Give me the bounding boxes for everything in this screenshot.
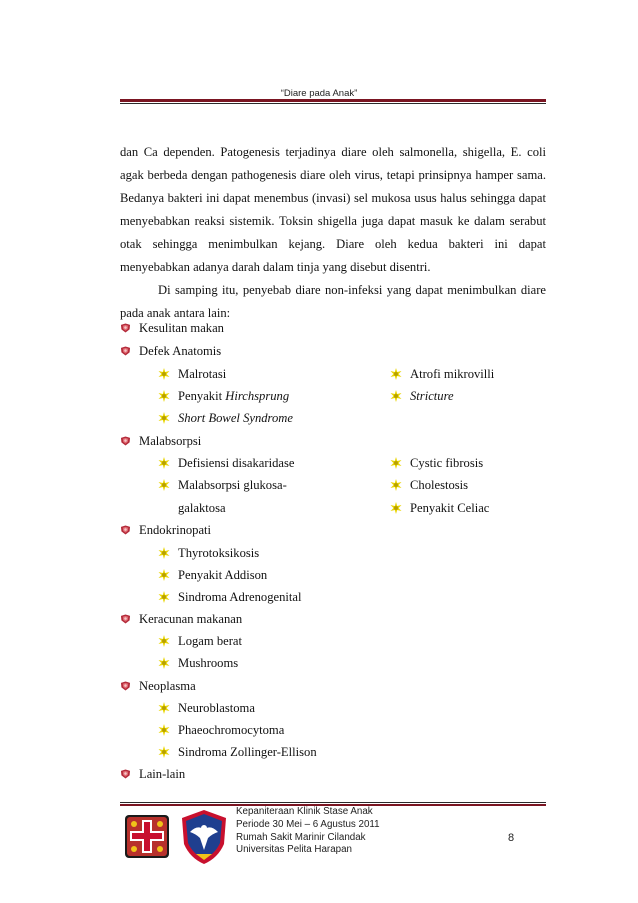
sunburst-bullet-icon <box>390 368 402 380</box>
sub-item: Neuroblastoma <box>158 699 255 716</box>
sunburst-bullet-icon <box>158 591 170 603</box>
sub-item: Cholestosis <box>390 476 468 493</box>
body-paragraph: dan Ca dependen. Patogenesis terjadinya diare oleh salmonella, shigella, E. coli agak berbeda dengan pathogenesis diare oleh virus, tetapi prinsipnya hamper sama. Bedanya bakteri ini dapat menembus (invasi) sel mukosa usus halus sehingga dapat menyebabkan reaksi sistemik. Toksin shigella juga dapat masuk ke dalam serabut otak sehingga menimbulkan kejang. Diare oleh kedua bakteri ini dapat menyebabkan adanya darah dalam tinja yang disebut disentri. <box>120 145 546 274</box>
sunburst-bullet-icon <box>158 569 170 581</box>
intro-text: Di samping itu, penyebab diare non-infeksi yang dapat menimbulkan diare pada anak antara lain: <box>120 283 546 320</box>
footer-line: Periode 30 Mei – 6 Agustus 2011 <box>236 818 380 830</box>
page-number: 8 <box>508 832 515 844</box>
list-item-lain: Lain-lain <box>120 765 185 782</box>
flower-bullet-icon <box>120 614 131 624</box>
header-rule-thin <box>120 103 546 104</box>
sunburst-bullet-icon <box>390 390 402 402</box>
running-header-title: “Diare pada Anak” <box>280 88 358 99</box>
sunburst-bullet-icon <box>158 724 170 736</box>
header-rule-thick <box>120 99 546 102</box>
sub-item: Sindroma Adrenogenital <box>158 588 301 605</box>
flower-bullet-icon <box>120 346 131 356</box>
sunburst-bullet-icon <box>158 702 170 714</box>
sunburst-bullet-icon <box>158 390 170 402</box>
item-italic-text: Hirchsprung <box>225 389 290 404</box>
sub-item: Atrofi mikrovilli <box>390 365 494 382</box>
sub-item: Malabsorpsi glukosa- <box>158 476 287 493</box>
item-text: Penyakit <box>178 389 226 404</box>
sub-item: Defisiensi disakaridase <box>158 454 294 471</box>
flower-bullet-icon <box>120 769 131 779</box>
list-item-keracunan: Keracunan makanan <box>120 610 242 627</box>
footer-rule-thin <box>120 802 546 803</box>
list-item-endokrin: Endokrinopati <box>120 521 211 538</box>
footer-line: Universitas Pelita Harapan <box>236 844 352 856</box>
footer-line: Kepaniteraan Klinik Stase Anak <box>236 806 373 817</box>
flower-bullet-icon <box>120 436 131 446</box>
sub-item <box>158 387 289 404</box>
sunburst-bullet-icon <box>158 457 170 469</box>
sub-item: Malrotasi <box>158 365 226 382</box>
sunburst-bullet-icon <box>158 547 170 559</box>
university-eagle-crest-logo <box>178 808 230 866</box>
sunburst-bullet-icon <box>390 457 402 469</box>
sub-item: Mushrooms <box>158 654 238 671</box>
flower-bullet-icon <box>120 681 131 691</box>
list-item-neoplasma: Neoplasma <box>120 677 196 694</box>
sunburst-bullet-icon <box>390 502 402 514</box>
sub-item-continuation: galaktosa <box>178 501 226 516</box>
sunburst-bullet-icon <box>158 657 170 669</box>
red-cross-crest-logo <box>122 813 172 860</box>
sunburst-bullet-icon <box>158 635 170 647</box>
list-item-defek: Defek Anatomis <box>120 342 221 359</box>
sub-item: Stricture <box>390 387 454 404</box>
sunburst-bullet-icon <box>158 746 170 758</box>
sub-item: Thyrotoksikosis <box>158 544 259 561</box>
sunburst-bullet-icon <box>158 412 170 424</box>
sunburst-bullet-icon <box>390 479 402 491</box>
list-item-malabsorpsi: Malabsorpsi <box>120 432 201 449</box>
sunburst-bullet-icon <box>158 479 170 491</box>
flower-bullet-icon <box>120 525 131 535</box>
sub-item: Penyakit Celiac <box>390 499 489 516</box>
footer-line: Rumah Sakit Marinir Cilandak <box>236 831 366 843</box>
sub-item: Logam berat <box>158 632 242 649</box>
sub-item: Phaeochromocytoma <box>158 721 284 738</box>
list-item-kesulitan: Kesulitan makan <box>120 319 224 336</box>
sub-item: Cystic fibrosis <box>390 454 483 471</box>
sunburst-bullet-icon <box>158 368 170 380</box>
footer-institution-text <box>236 806 380 857</box>
sub-item: Short Bowel Syndrome <box>158 409 293 426</box>
sub-item: Sindroma Zollinger-Ellison <box>158 743 317 760</box>
flower-bullet-icon <box>120 323 131 333</box>
sub-item: Penyakit Addison <box>158 566 267 583</box>
